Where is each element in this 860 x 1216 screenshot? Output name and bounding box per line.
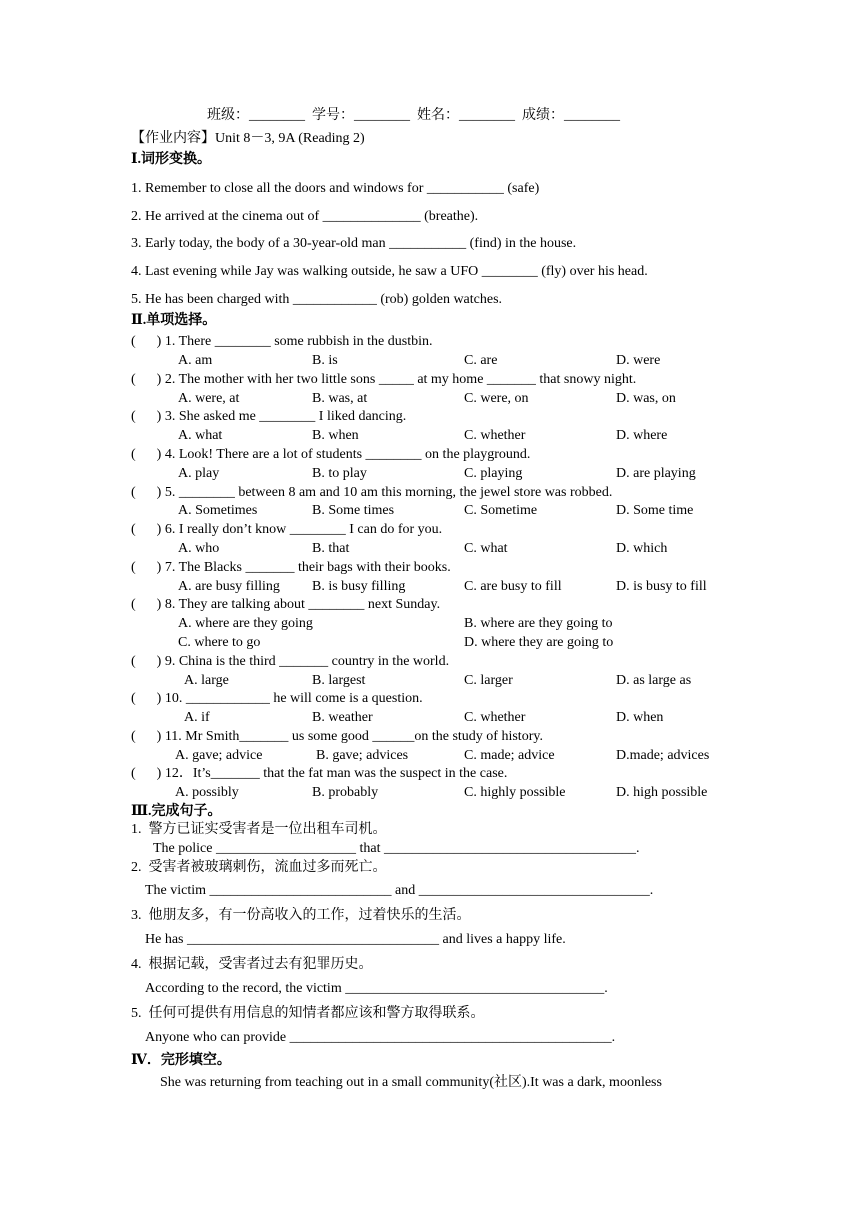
- mc-option-b: B. weather: [312, 710, 373, 725]
- mc-question-6: ( ) 6. I really don’t know ________ I can do for you.: [131, 522, 443, 537]
- mc-option-d: D. Some time: [616, 503, 694, 518]
- mc-question-10: ( ) 10. ____________ he will come is a question.: [131, 691, 423, 706]
- word-form-item-2: 2. He arrived at the cinema out of ______________ (breathe).: [131, 209, 479, 224]
- mc-option-b: B. is: [312, 353, 338, 368]
- mc-option-d: D. when: [616, 710, 664, 725]
- translation-answer-4: According to the record, the victim _____________________________________.: [145, 981, 608, 996]
- mc-option-c: C. highly possible: [464, 785, 566, 800]
- mc-option-b: B. where are they going to: [464, 616, 613, 631]
- mc-question-8: ( ) 8. They are talking about ________ next Sunday.: [131, 597, 441, 612]
- mc-option-c: C. what: [464, 541, 508, 556]
- word-form-item-5: 5. He has been charged with ____________ (rob) golden watches.: [131, 292, 503, 307]
- mc-option-c: C. playing: [464, 466, 523, 481]
- mc-option-a: A. what: [178, 428, 223, 443]
- mc-option-b: B. Some times: [312, 503, 395, 518]
- mc-option-d: D. were: [616, 353, 661, 368]
- mc-option-d: D. was, on: [616, 391, 676, 406]
- word-form-item-3: 3. Early today, the body of a 30-year-old man ___________ (find) in the house.: [131, 236, 577, 251]
- mc-question-3: ( ) 3. She asked me ________ I liked dancing.: [131, 409, 407, 424]
- mc-option-a: A. play: [178, 466, 220, 481]
- mc-option-c: C. were, on: [464, 391, 529, 406]
- mc-option-c: C. are: [464, 353, 498, 368]
- mc-option-c: C. are busy to fill: [464, 579, 562, 594]
- assignment-content: 【作业内容】Unit 8－3, 9A (Reading 2): [131, 131, 365, 146]
- translation-prompt-5: 5. 任何可提供有用信息的知情者都应该和警方取得联系。: [131, 1006, 485, 1021]
- translation-answer-5: Anyone who can provide ______________________________________________.: [145, 1030, 616, 1045]
- mc-option-c: C. larger: [464, 673, 513, 688]
- mc-option-d: D. high possible: [616, 785, 708, 800]
- mc-question-11: ( ) 11. Mr Smith_______ us some good ______on the study of history.: [131, 729, 543, 744]
- mc-question-12: ( ) 12．It’s_______ that the fat man was the suspect in the case.: [131, 766, 508, 781]
- mc-option-c: C. where to go: [178, 635, 261, 650]
- mc-option-b: B. was, at: [312, 391, 368, 406]
- mc-option-c: C. made; advice: [464, 748, 555, 763]
- section-2-title: Ⅱ.单项选择。: [131, 313, 217, 328]
- mc-option-d: D. is busy to fill: [616, 579, 707, 594]
- translation-prompt-1: 1. 警方已证实受害者是一位出租车司机。: [131, 822, 387, 837]
- translation-answer-1: The police ____________________ that ____________________________________.: [153, 841, 640, 856]
- translation-answer-3: He has ____________________________________ and lives a happy life.: [145, 932, 566, 947]
- translation-prompt-3: 3. 他朋友多，有一份高收入的工作，过着快乐的生活。: [131, 908, 471, 923]
- mc-question-4: ( ) 4. Look! There are a lot of students ________ on the playground.: [131, 447, 531, 462]
- mc-question-9: ( ) 9. China is the third _______ country in the world.: [131, 654, 450, 669]
- cloze-passage: She was returning from teaching out in a small community(社区).It was a dark, moonless: [160, 1075, 662, 1090]
- mc-option-a: A. who: [178, 541, 220, 556]
- mc-option-a: A. are busy filling: [178, 579, 280, 594]
- translation-answer-2: The victim __________________________ and _________________________________.: [145, 883, 654, 898]
- mc-option-b: B. largest: [312, 673, 366, 688]
- mc-option-a: A. if: [184, 710, 210, 725]
- section-3-title: Ⅲ.完成句子。: [131, 804, 222, 819]
- section-4-title: Ⅳ．完形填空。: [131, 1053, 231, 1068]
- mc-option-c: C. whether: [464, 428, 526, 443]
- mc-option-a: A. gave; advice: [175, 748, 263, 763]
- mc-question-2: ( ) 2. The mother with her two little sons _____ at my home _______ that snowy night.: [131, 372, 637, 387]
- mc-option-a: A. am: [178, 353, 213, 368]
- mc-option-b: B. gave; advices: [316, 748, 409, 763]
- mc-question-5: ( ) 5. ________ between 8 am and 10 am this morning, the jewel store was robbed.: [131, 485, 613, 500]
- mc-option-c: C. Sometime: [464, 503, 538, 518]
- word-form-item-4: 4. Last evening while Jay was walking outside, he saw a UFO ________ (fly) over his head.: [131, 264, 648, 279]
- mc-option-a: A. possibly: [175, 785, 239, 800]
- word-form-item-1: 1. Remember to close all the doors and windows for ___________ (safe): [131, 181, 540, 196]
- mc-option-d: D. as large as: [616, 673, 692, 688]
- mc-question-1: ( ) 1. There ________ some rubbish in the dustbin.: [131, 334, 433, 349]
- mc-option-d: D. where: [616, 428, 668, 443]
- mc-option-b: B. probably: [312, 785, 379, 800]
- mc-option-d: D.made; advices: [616, 748, 710, 763]
- translation-prompt-2: 2. 受害者被玻璃刺伤，流血过多而死亡。: [131, 860, 387, 875]
- translation-prompt-4: 4. 根据记载，受害者过去有犯罪历史。: [131, 957, 373, 972]
- mc-option-a: A. Sometimes: [178, 503, 258, 518]
- mc-option-c: C. whether: [464, 710, 526, 725]
- mc-option-d: D. which: [616, 541, 668, 556]
- mc-option-a: A. large: [184, 673, 229, 688]
- mc-option-d: D. are playing: [616, 466, 696, 481]
- student-info-line: 班级：________ 学号：________ 姓名：________ 成绩：________: [207, 108, 620, 123]
- mc-option-b: B. when: [312, 428, 359, 443]
- mc-option-a: A. were, at: [178, 391, 240, 406]
- mc-question-7: ( ) 7. The Blacks _______ their bags with their books.: [131, 560, 451, 575]
- mc-option-a: A. where are they going: [178, 616, 313, 631]
- mc-option-d: D. where they are going to: [464, 635, 614, 650]
- mc-option-b: B. that: [312, 541, 350, 556]
- mc-option-b: B. to play: [312, 466, 367, 481]
- section-1-title: Ⅰ.词形变换。: [131, 152, 212, 167]
- mc-option-b: B. is busy filling: [312, 579, 406, 594]
